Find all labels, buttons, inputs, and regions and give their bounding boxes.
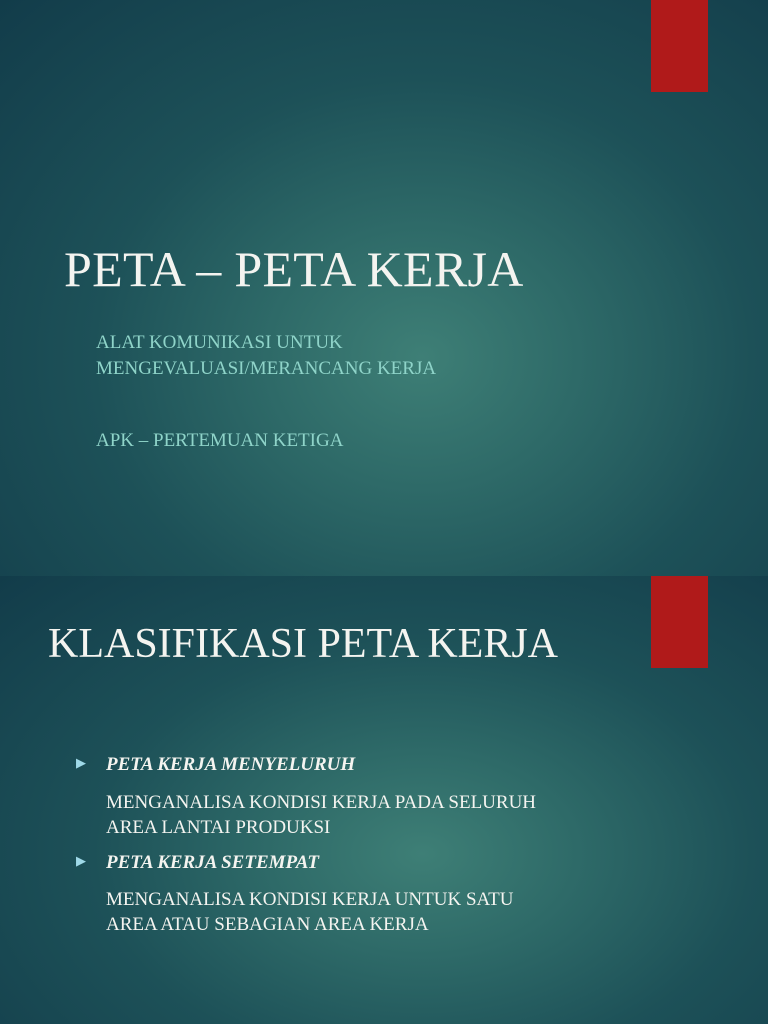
course-meeting-label: APK – PERTEMUAN KETIGA	[96, 430, 344, 451]
bullet-heading: PETA KERJA SETEMPAT	[106, 852, 319, 873]
description-line: MENGANALISA KONDISI KERJA PADA SELURUH	[106, 792, 537, 813]
description-line: AREA ATAU SEBAGIAN AREA KERJA	[106, 914, 429, 935]
bullet-description	[106, 790, 536, 840]
subtitle-line: MENGEVALUASI/MERANCANG KERJA	[96, 358, 437, 379]
triangle-bullet-icon: ▶	[76, 854, 86, 869]
bullet-heading: PETA KERJA MENYELURUH	[106, 754, 356, 775]
description-line: MENGANALISA KONDISI KERJA UNTUK SATU	[106, 889, 514, 910]
bullet-description	[106, 887, 513, 937]
slide-title: PETA – PETA KERJA	[64, 241, 524, 297]
subtitle-line: ALAT KOMUNIKASI UNTUK	[96, 332, 343, 353]
triangle-bullet-icon: ▶	[76, 756, 86, 771]
red-accent-bar	[651, 0, 708, 92]
red-accent-bar	[651, 576, 708, 668]
description-line: AREA LANTAI PRODUKSI	[106, 817, 331, 838]
slide-subtitle	[96, 330, 436, 382]
slide-title: KLASIFIKASI PETA KERJA	[48, 621, 559, 667]
slide-2	[0, 576, 768, 1024]
